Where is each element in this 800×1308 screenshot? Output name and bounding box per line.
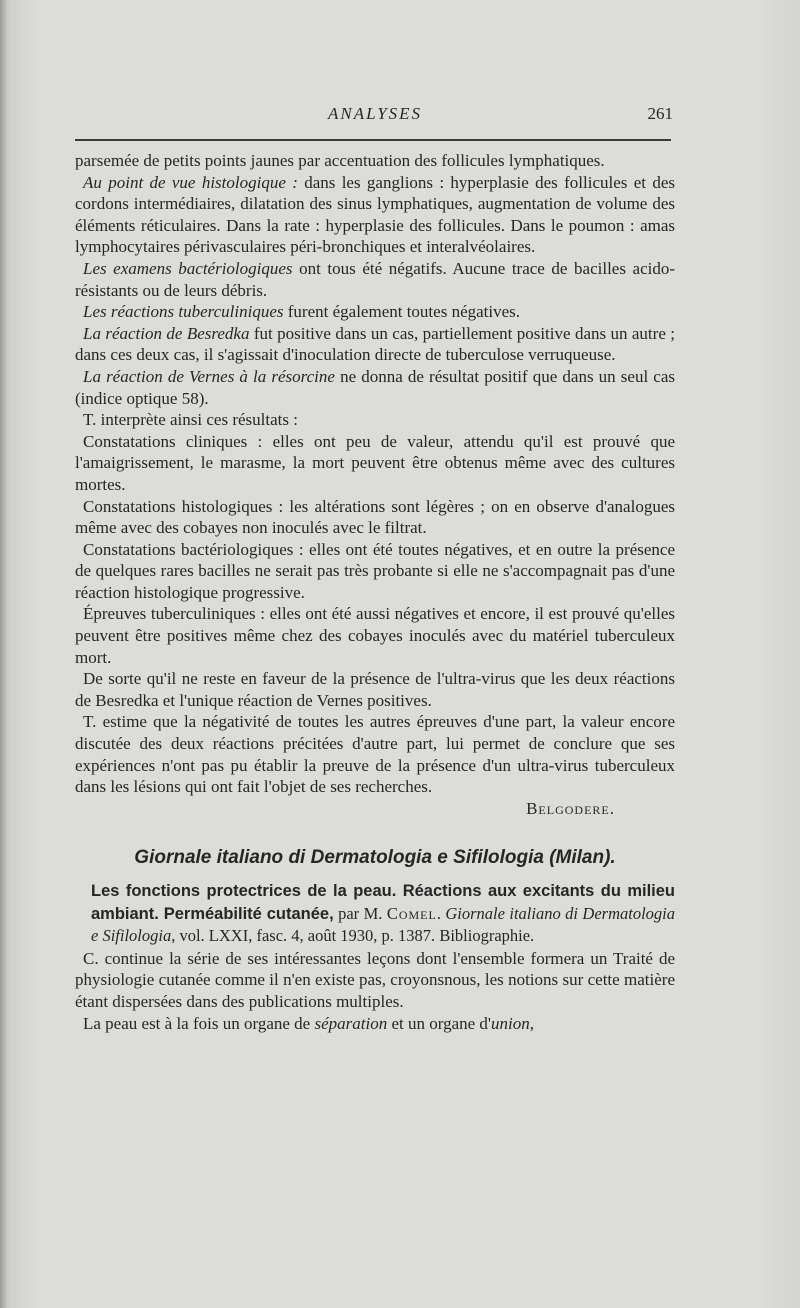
paragraph-lead: La réaction de Besredka	[83, 323, 250, 343]
paragraph	[75, 948, 675, 1013]
paragraph	[75, 258, 675, 301]
paragraph	[75, 431, 675, 496]
paragraph-lead: La réaction de Vernes à la résorcine	[83, 366, 335, 386]
paragraph-text: ont tous été négatifs. Aucune trace de bacilles acido-résistants ou de leurs débris.	[75, 258, 675, 300]
page-number: 261	[647, 104, 673, 123]
paragraph-text: dans les ganglions : hyperplasie des follicules et des cordons intermédiaires, dilatation des sinus lymphatiques, augmentation de volume des éléments réticulaires. Dans la rate : hyperplasie des follicules. Dans le poumon : amas lymphocytaires périvasculaires péri-bronchiques et interalvéolaires.	[75, 172, 675, 257]
paragraph: parsemée de petits points jaunes par accentuation des follicules lymphatiques.	[75, 151, 605, 170]
article-author-prefix: par M.	[333, 903, 387, 923]
paragraph-text: Constatations bactériologiques : elles ont été toutes négatives, et en outre la présence de quelques rares bacilles ne serait pas très probante si elle ne s'accompagnait pas d'une réaction histologique progressive.	[75, 539, 675, 602]
article-journal: Giornale italiano di Dermatologia e Sifilologia	[91, 903, 675, 946]
paragraph	[75, 409, 675, 431]
paragraph-text: La peau est à la fois un organe de	[83, 1013, 315, 1033]
article-author: Comel	[386, 903, 437, 923]
article-title-text: Les fonctions protectrices de la peau. Réactions aux excitants du milieu ambiant. Perméabilité cutanée,	[91, 882, 675, 923]
paragraph-text: ,	[529, 1013, 534, 1033]
paragraph-lead: Les réactions tuberculiniques	[83, 302, 284, 322]
paragraph-text: Constatations histologiques : les altérations sont légères ; on en observe d'analogues même avec des cobayes non inoculés avec le filtrat.	[75, 496, 675, 538]
paragraph-text: furent également toutes négatives.	[283, 302, 521, 322]
paragraph-text: ne donna de résultat positif que dans un seul cas (indice optique 58).	[75, 366, 675, 408]
emphasis: séparation	[314, 1013, 388, 1033]
paragraph	[75, 539, 675, 604]
running-head: ANALYSES	[327, 104, 423, 123]
article-bibliography: Bibliographie.	[435, 926, 535, 946]
article-title: Les fonctions protectrices de la peau. Réactions aux excitants du milieu ambiant. Perméabilité cutanée, par M. Comel. Giornale italiano di Dermatologia e Sifilologia, vol. LXXI, fasc. 4, août 1930, p. 1387. Bibliographie.	[91, 882, 675, 946]
page-header	[75, 104, 675, 128]
paragraph	[75, 711, 675, 797]
paragraph	[75, 1013, 675, 1035]
signature: Belgodere.	[526, 798, 615, 818]
paragraph	[75, 603, 675, 668]
book-spine-shadow	[0, 0, 7, 1308]
paragraph-text: De sorte qu'il ne reste en faveur de la présence de l'ultra-virus que les deux réactions de Besredka et l'unique réaction de Vernes positives.	[75, 669, 675, 710]
paragraph-text: C. continue la série de ses intéressantes leçons dont l'ensemble formera un Traité de physiologie cutanée comme il n'en existe pas, croyonsnous, les notions sur cette matière étant dispersées dans des publications multiples.	[75, 948, 675, 1011]
header-rule	[75, 139, 671, 141]
paragraph-lead: Au point de vue histologique :	[83, 172, 298, 192]
journal-heading: Giornale italiano di Dermatologia e Sifilologia (Milan).	[134, 847, 616, 869]
paragraph	[75, 668, 675, 711]
paragraph-text: Constatations cliniques : elles ont peu de valeur, attendu qu'il est prouvé que l'amaigrissement, le marasme, la mort peuvent être obtenus même avec des cultures mortes.	[75, 431, 675, 494]
paragraph-lead: Les examens bactériologiques	[83, 258, 293, 278]
article-reference: , vol. LXXI, fasc. 4, août 1930, p. 1387.	[171, 926, 436, 946]
emphasis: union	[490, 1013, 530, 1033]
paragraph	[75, 172, 675, 258]
paragraph-text: T. interprète ainsi ces résultats :	[83, 410, 298, 430]
paragraph-text: fut positive dans un cas, partiellement positive dans un autre ; dans ces deux cas, il s'agissait d'inoculation directe de tuberculose verruqueuse.	[75, 323, 675, 365]
paragraph-text: Épreuves tuberculiniques : elles ont été aussi négatives et encore, il est prouvé qu'elles peuvent être positives même chez des cobayes inoculés avec du matériel tuberculeux mort.	[75, 604, 675, 667]
page-body	[75, 150, 675, 1034]
paragraph	[75, 496, 675, 539]
paragraph	[75, 301, 675, 323]
paragraph	[75, 366, 675, 409]
paragraph-text: T. estime que la négativité de toutes les autres épreuves d'une part, la valeur encore discutée des deux réactions précitées d'autre part, lui permet de conclure que ses expériences n'ont pas pu établir la preuve de la présence d'un ultra-virus tuberculeux dans les lésions qui ont fait l'objet de ses recherches.	[75, 712, 675, 797]
paragraph-text: et un organe d'	[387, 1013, 491, 1033]
paragraph	[75, 323, 675, 366]
